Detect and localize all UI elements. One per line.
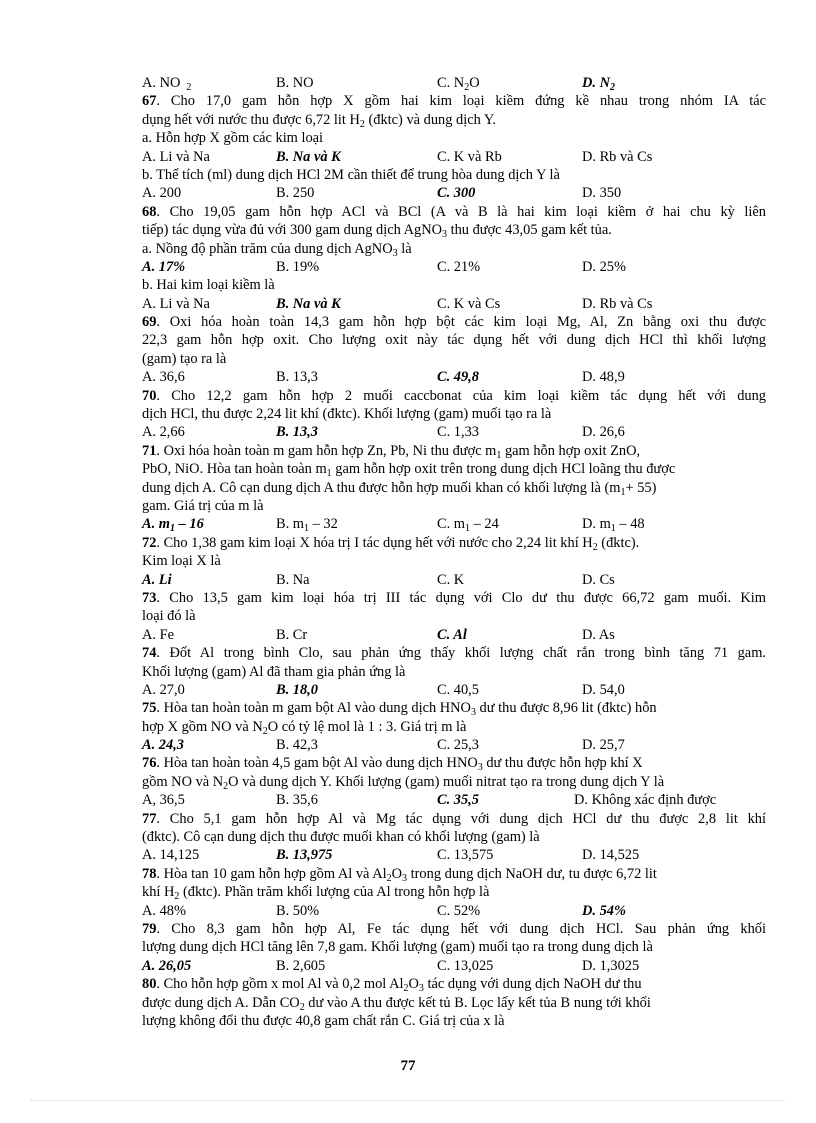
- q76-option-d: D. Không xác định được: [574, 792, 717, 809]
- q72-option-b: B. Na: [276, 571, 310, 588]
- q77-line-1: 77. Cho 5,1 gam hỗn hợp Al và Mg tác dụng với dung dịch HCl dư thu được 2,8 lit khí: [142, 810, 766, 827]
- q67a-option-a: A. Li và Na: [142, 148, 210, 165]
- q75-options: [142, 736, 766, 754]
- q76-line-2: gồm NO và $N_2O$ và dung dịch Y. Khối lượng (gam) muối nitrat tạo ra trong dung dịch Y là: [142, 773, 665, 792]
- q74-line-2: Khối lượng (gam) Al đã tham gia phản ứng là: [142, 663, 406, 680]
- q79-option-b: B. 2,605: [276, 957, 326, 974]
- page-bottom-rule: [30, 1100, 786, 1101]
- q72-options: [142, 571, 766, 589]
- q67b-option-b: B. 250: [276, 185, 315, 202]
- q71-option-d: D. $m_1 - 48$: [582, 516, 645, 535]
- q73-options: [142, 626, 766, 644]
- q70-option-d: D. 26,6: [582, 424, 625, 441]
- q66-option-a: A. NO $_2$: [142, 75, 192, 93]
- q67a-option-d: D. Rb và Cs: [582, 148, 653, 165]
- q79-options: [142, 957, 766, 975]
- q71-option-b: B. $m_1 - 32$: [276, 516, 338, 535]
- q67-part-a: a. Hỗn hợp X gồm các kim loại: [142, 130, 324, 147]
- q68-part-a: a. Nồng độ phần trăm của dung dịch AgNO$_3$ là: [142, 240, 412, 259]
- q71-line-3: dung dịch A. Cô cạn dung dịch A thu được hỗn hợp muối khan có khối lượng là $(m_1+ 55)$: [142, 479, 657, 498]
- q75-option-c: C. 25,3: [437, 737, 479, 754]
- q79-line-2: lượng dung dịch HCl tăng lên 7,8 gam. Khối lượng (gam) muối tạo ra trong dung dịch là: [142, 939, 653, 956]
- q67-line-2: dụng hết với nước thu được 6,72 lit $H_2$ (đktc) và dung dịch Y.: [142, 111, 496, 130]
- q71-line-2: PbO, NiO. Hòa tan hoàn toàn $m_1$ gam hỗn hợp oxit trên trong dung dịch HCl loãng thu được: [142, 461, 676, 480]
- q76-option-a: A, 36,5: [142, 792, 185, 809]
- q72-option-a: A. Li: [142, 571, 172, 588]
- q77-option-b: B. 13,975: [276, 847, 333, 864]
- q76-option-c: C. 35,5: [437, 792, 479, 809]
- q70-option-b: B. 13,3: [276, 424, 318, 441]
- q68-line-2: tiếp) tác dụng vừa đủ với 300 gam dung dịch AgNO$_3$ thu được 43,05 gam kết tủa.: [142, 222, 612, 241]
- q75-option-d: D. 25,7: [582, 737, 625, 754]
- q67b-option-d: D. 350: [582, 185, 622, 202]
- q71-options: [142, 515, 766, 533]
- q66-option-c: C. $N_2O$: [437, 75, 480, 93]
- q67-b-options: [142, 184, 766, 202]
- q67a-option-b: B. Na và K: [276, 148, 341, 165]
- q73-line-2: loại đó là: [142, 608, 196, 625]
- q75-option-b: B. 42,3: [276, 737, 318, 754]
- q67b-option-a: A. 200: [142, 185, 182, 202]
- q68-a-options: [142, 258, 766, 276]
- q73-option-c: C. Al: [437, 626, 467, 643]
- q72-option-c: C. K: [437, 571, 465, 588]
- q69-option-a: A. 36,6: [142, 369, 185, 386]
- q69-line-1: 69. Oxi hóa hoàn toàn 14,3 gam hỗn hợp bột các kim loại Mg, Al, Zn bằng oxi thu được: [142, 314, 766, 331]
- q68a-option-c: C. 21%: [437, 258, 481, 275]
- q80-line-1: 80. Cho hỗn hợp gồm x mol Al và 0,2 mol $Al_2O_3$ tác dụng với dung dịch NaOH dư thu: [142, 976, 642, 995]
- q67-a-options: [142, 148, 766, 166]
- q78-option-a: A. 48%: [142, 902, 186, 919]
- q78-options: [142, 902, 766, 920]
- page-number: 77: [400, 1058, 416, 1074]
- q73-option-b: B. Cr: [276, 626, 308, 643]
- q71-option-a: A. $m_1 - 16$: [142, 516, 204, 535]
- q68-line-1: 68. Cho 19,05 gam hỗn hợp ACl và BCl (A và B là hai kim loại kiềm ở hai chu kỳ liên: [142, 203, 766, 220]
- q73-line-1: 73. Cho 13,5 gam kim loại hóa trị III tác dụng với Clo dư thu được 66,72 gam muối. Kim: [142, 589, 766, 606]
- q78-option-c: C. 52%: [437, 902, 481, 919]
- q68b-option-b: B. Na và K: [276, 295, 341, 312]
- q68-part-b: b. Hai kim loại kiềm là: [142, 277, 275, 294]
- q67-part-b: b. Thể tích (ml) dung dịch HCl 2M cần thiết để trung hòa dung dịch Y là: [142, 166, 560, 183]
- q76-options: [142, 791, 766, 809]
- q74-option-c: C. 40,5: [437, 681, 479, 698]
- q73-option-d: D. As: [582, 626, 615, 643]
- q74-options: [142, 681, 766, 699]
- q70-line-1: 70. Cho 12,2 gam hỗn hợp 2 muối caccbonat của kim loại kiềm tác dụng hết với dung: [142, 387, 766, 404]
- q77-option-c: C. 13,575: [437, 847, 494, 864]
- q78-option-b: B. 50%: [276, 902, 320, 919]
- q69-line-3: (gam) tạo ra là: [142, 350, 227, 367]
- q72-line-1: 72. Cho 1,38 gam kim loại X hóa trị I tác dụng hết với nước cho 2,24 lit khí $H_2$ (đktc).: [142, 534, 640, 553]
- q67-line-1: 67. Cho 17,0 gam hỗn hợp X gồm hai kim loại kiềm đứng kề nhau trong nhóm IA tác: [142, 93, 766, 110]
- q79-option-a: A. 26,05: [142, 957, 192, 974]
- q68a-option-d: D. 25%: [582, 258, 626, 275]
- q69-option-d: D. 48,9: [582, 369, 625, 386]
- q74-option-d: D. 54,0: [582, 681, 625, 698]
- question-list: [142, 74, 766, 1030]
- q80-line-2: được dung dịch A. Dẫn $CO_2$ dư vào A thu được kết tủ B. Lọc lấy kết tủa B nung tới khối: [142, 994, 651, 1013]
- q70-line-2: dịch HCl, thu được 2,24 lit khí (đktc). Khối lượng (gam) muối tạo ra là: [142, 406, 552, 423]
- q79-option-c: C. 13,025: [437, 957, 494, 974]
- q69-option-c: C. 49,8: [437, 369, 479, 386]
- q78-option-d: D. 54%: [582, 902, 626, 919]
- q76-option-b: B. 35,6: [276, 792, 318, 809]
- q68a-option-b: B. 19%: [276, 258, 320, 275]
- q72-option-d: D. Cs: [582, 571, 615, 588]
- q70-option-a: A. 2,66: [142, 424, 185, 441]
- q69-option-b: B. 13,3: [276, 369, 318, 386]
- q77-option-a: A. 14,125: [142, 847, 200, 864]
- q77-options: [142, 846, 766, 864]
- q78-line-2: khí $H_2$ (đktc). Phần trăm khối lượng của Al trong hỗn hợp là: [142, 884, 490, 903]
- q77-line-2: (đktc). Cô cạn dung dịch thu được muối khan có khối lượng (gam) là: [142, 829, 540, 846]
- q69-line-2: 22,3 gam hỗn hợp oxit. Cho lượng oxit này tác dụng hết với dung dịch HCl thì khối lượng: [142, 332, 766, 349]
- q71-option-c: C. $m_1 - 24$: [437, 516, 499, 535]
- q74-option-a: A. 27,0: [142, 681, 185, 698]
- q76-line-1: 76. Hòa tan hoàn toàn 4,5 gam bột Al vào dung dịch $HNO_3$ dư thu được hỗn hợp khí X: [142, 755, 643, 774]
- q71-line-4: gam. Giá trị của m là: [142, 497, 264, 514]
- q70-options: [142, 423, 766, 441]
- q66-option-b: B. NO: [276, 75, 314, 91]
- q73-option-a: A. Fe: [142, 626, 174, 643]
- q75-option-a: A. 24,3: [142, 737, 184, 754]
- q74-option-b: B. 18,0: [276, 681, 318, 698]
- q75-line-2: hợp X gồm NO và $N_2O$ có tỷ lệ mol là 1 : 3. Giá trị m là: [142, 718, 467, 737]
- q78-line-1: 78. Hòa tan 10 gam hỗn hợp gồm Al và $Al_2O_3$ trong dung dịch NaOH dư, tu được 6,72 lit: [142, 865, 657, 884]
- q68a-option-a: A. 17%: [142, 258, 186, 275]
- q79-option-d: D. 1,3025: [582, 957, 640, 974]
- q68b-option-d: D. Rb và Cs: [582, 295, 653, 312]
- q72-line-2: Kim loại X là: [142, 553, 221, 570]
- q67b-option-c: C. 300: [437, 185, 476, 202]
- q71-line-1: 71. Oxi hóa hoàn toàn m gam hỗn hợp Zn, Pb, Ni thu được $m_1$ gam hỗn hợp oxit ZnO,: [142, 442, 641, 461]
- q74-line-1: 74. Đốt Al trong bình Clo, sau phản ứng thấy khối lượng chất rắn trong bình tăng 71 gam.: [142, 645, 766, 662]
- q69-options: [142, 368, 766, 386]
- q66-option-d: D. $N_2$: [582, 75, 615, 93]
- q80-line-3: lượng không đổi thu được 40,8 gam chất rắn C. Giá trị của x là: [142, 1012, 505, 1029]
- q79-line-1: 79. Cho 8,3 gam hỗn hợp Al, Fe tác dụng hết với dung dịch HCl. Sau phản ứng khối: [142, 920, 766, 937]
- q67a-option-c: C. K và Rb: [437, 148, 502, 165]
- q68b-option-a: A. Li và Na: [142, 295, 210, 312]
- q66-options: [142, 74, 766, 92]
- q68-b-options: [142, 295, 766, 313]
- q68b-option-c: C. K và Cs: [437, 295, 501, 312]
- q70-option-c: C. 1,33: [437, 424, 479, 441]
- q75-line-1: 75. Hòa tan hoàn toàn m gam bột Al vào dung dịch $HNO_3$ dư thu được 8,96 lit (đktc) hỗn: [142, 700, 657, 719]
- q77-option-d: D. 14,525: [582, 847, 640, 864]
